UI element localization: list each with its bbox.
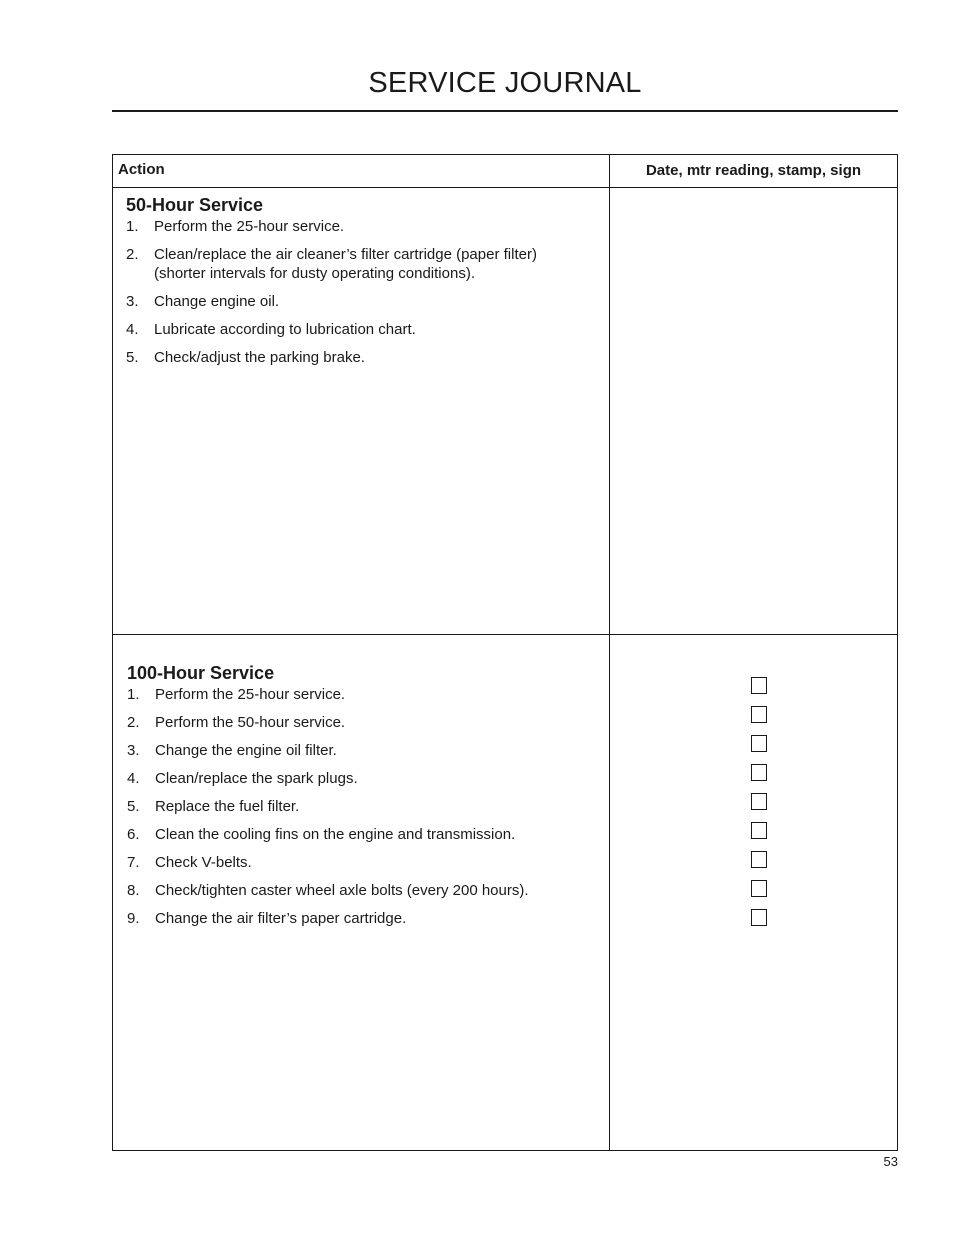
task-3-checkbox[interactable] (751, 735, 767, 752)
task-item (126, 245, 574, 283)
column-divider (609, 155, 610, 1150)
task-text: Replace the fuel filter. (155, 798, 300, 815)
task-number: 8. (127, 882, 140, 899)
section-heading: 100-Hour Service (127, 663, 275, 683)
task-item (127, 741, 529, 760)
task-text: Check/adjust the parking brake. (154, 349, 365, 366)
task-text: Change the engine oil filter. (155, 742, 337, 759)
task-text: Change the air filter’s paper cartridge. (155, 910, 407, 927)
task-1-checkbox[interactable] (751, 677, 767, 694)
task-6-checkbox[interactable] (751, 822, 767, 839)
task-text: Perform the 25-hour service. (155, 686, 346, 703)
task-number: 6. (127, 826, 140, 843)
column-header-date: Date, mtr reading, stamp, sign (645, 162, 862, 179)
task-item (127, 881, 529, 900)
title-divider (112, 110, 898, 112)
task-item (126, 217, 574, 236)
task-item (127, 853, 529, 872)
task-number: 1. (127, 686, 140, 703)
task-number: 3. (126, 293, 139, 310)
task-number: 9. (127, 910, 140, 927)
task-item (127, 713, 529, 732)
section-heading: 50-Hour Service (126, 195, 264, 215)
section-50-hour (126, 194, 574, 376)
task-item (126, 320, 574, 339)
column-header-action: Action (118, 161, 165, 178)
section-100-hour (127, 662, 529, 937)
task-text: Check V-belts. (155, 854, 252, 871)
task-text: Perform the 50-hour service. (155, 714, 346, 731)
task-text: Change engine oil. (154, 293, 280, 310)
task-text: Lubricate according to lubrication chart. (154, 321, 416, 338)
task-9-checkbox[interactable] (751, 909, 767, 926)
task-item (126, 348, 574, 367)
task-text: Clean/replace the air cleaner’s filter cartridge (paper filter) (shorter intervals for dusty operating conditions). (154, 246, 537, 282)
task-8-checkbox[interactable] (751, 880, 767, 897)
task-4-checkbox[interactable] (751, 764, 767, 781)
task-2-checkbox[interactable] (751, 706, 767, 723)
task-number: 5. (126, 349, 139, 366)
task-number: 4. (126, 321, 139, 338)
task-text: Clean/replace the spark plugs. (155, 770, 358, 787)
task-number: 2. (127, 714, 140, 731)
task-5-checkbox[interactable] (751, 793, 767, 810)
page-number: 53 (883, 1154, 898, 1169)
task-7-checkbox[interactable] (751, 851, 767, 868)
task-text: Check/tighten caster wheel axle bolts (every 200 hours). (155, 882, 529, 899)
task-number: 1. (126, 218, 139, 235)
task-number: 3. (127, 742, 140, 759)
task-list (127, 685, 529, 928)
task-item (127, 685, 529, 704)
page-title: SERVICE JOURNAL (368, 67, 642, 99)
task-number: 2. (126, 246, 139, 263)
task-item (127, 769, 529, 788)
task-number: 4. (127, 770, 140, 787)
header-divider (113, 187, 897, 188)
task-text: Clean the cooling fins on the engine and transmission. (155, 826, 516, 843)
task-item (127, 797, 529, 816)
section-divider (113, 634, 897, 635)
task-number: 7. (127, 854, 140, 871)
checkbox-column (751, 677, 767, 938)
task-item (127, 825, 529, 844)
task-text: Perform the 25-hour service. (154, 218, 345, 235)
task-number: 5. (127, 798, 140, 815)
task-list (126, 217, 574, 367)
task-item (127, 909, 529, 928)
task-item (126, 292, 574, 311)
service-journal-table (112, 154, 898, 1151)
